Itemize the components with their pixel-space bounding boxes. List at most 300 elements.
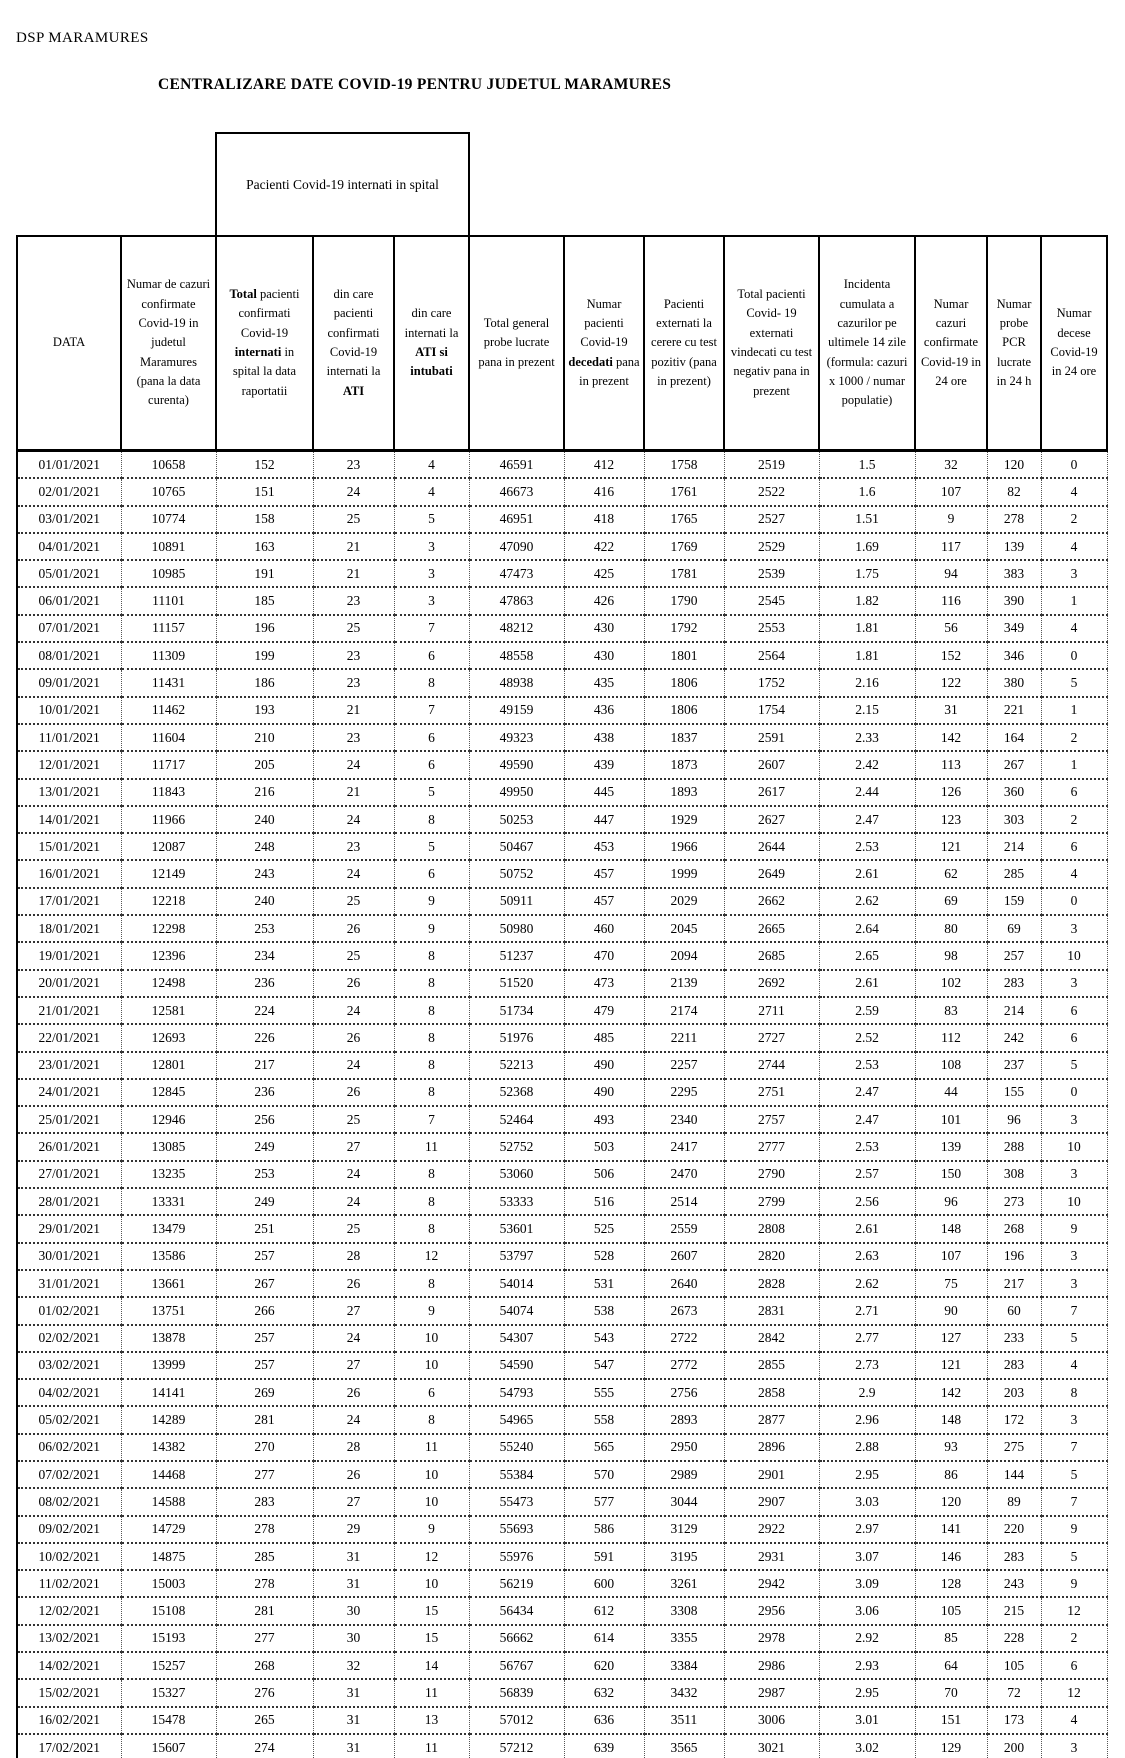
table-cell-probe-total: 53060 <box>469 1161 564 1188</box>
table-cell-total-internati: 265 <box>216 1707 313 1734</box>
table-cell-internati-ati: 24 <box>313 997 394 1024</box>
table-cell-externati-vindecati: 2831 <box>724 1297 819 1324</box>
table-row <box>17 888 1107 915</box>
table-cell-data: 24/01/2021 <box>17 1079 121 1106</box>
table-cell-probe-pcr-24h: 278 <box>987 506 1041 533</box>
table-cell-probe-pcr-24h: 283 <box>987 1352 1041 1379</box>
table-cell-externati-vindecati: 2942 <box>724 1570 819 1597</box>
table-cell-internati-ati: 32 <box>313 1652 394 1679</box>
table-cell-probe-pcr-24h: 228 <box>987 1625 1041 1652</box>
table-cell-internati-ati: 21 <box>313 560 394 587</box>
table-row <box>17 1625 1107 1652</box>
table-cell-decedati-total: 636 <box>564 1707 644 1734</box>
table-cell-data: 08/02/2021 <box>17 1488 121 1515</box>
table-cell-total-internati: 151 <box>216 478 313 505</box>
table-cell-externati-vindecati: 2799 <box>724 1188 819 1215</box>
table-cell-externati-cerere: 2989 <box>644 1461 724 1488</box>
table-cell-decedati-total: 412 <box>564 451 644 479</box>
table-row <box>17 1243 1107 1270</box>
table-cell-cazuri-24h: 121 <box>915 1352 987 1379</box>
table-cell-decese-24h: 3 <box>1041 1270 1107 1297</box>
table-cell-probe-pcr-24h: 144 <box>987 1461 1041 1488</box>
table-cell-incidenta-cumulata: 2.47 <box>819 806 915 833</box>
table-cell-decese-24h: 8 <box>1041 1379 1107 1406</box>
table-cell-decedati-total: 460 <box>564 915 644 942</box>
table-cell-data: 30/01/2021 <box>17 1243 121 1270</box>
table-cell-cazuri-24h: 139 <box>915 1133 987 1160</box>
table-cell-decese-24h: 3 <box>1041 1734 1107 1758</box>
table-cell-probe-total: 49590 <box>469 751 564 778</box>
table-cell-externati-cerere: 1801 <box>644 642 724 669</box>
table-cell-decedati-total: 473 <box>564 970 644 997</box>
table-cell-decese-24h: 3 <box>1041 1106 1107 1133</box>
table-cell-ati-intubati: 8 <box>394 1052 469 1079</box>
table-cell-externati-cerere: 2094 <box>644 942 724 969</box>
table-cell-decedati-total: 422 <box>564 533 644 560</box>
table-cell-incidenta-cumulata: 1.75 <box>819 560 915 587</box>
table-cell-cazuri-24h: 86 <box>915 1461 987 1488</box>
table-cell-internati-ati: 26 <box>313 1379 394 1406</box>
table-cell-probe-total: 51976 <box>469 1024 564 1051</box>
table-cell-externati-cerere: 3129 <box>644 1516 724 1543</box>
table-cell-incidenta-cumulata: 2.53 <box>819 1052 915 1079</box>
table-cell-decedati-total: 525 <box>564 1215 644 1242</box>
table-cell-probe-pcr-24h: 221 <box>987 697 1041 724</box>
table-cell-internati-ati: 24 <box>313 860 394 887</box>
table-cell-ati-intubati: 7 <box>394 1106 469 1133</box>
table-cell-externati-vindecati: 2545 <box>724 587 819 614</box>
table-cell-cazuri-confirmate-total: 11966 <box>121 806 216 833</box>
table-row <box>17 806 1107 833</box>
table-cell-probe-total: 54074 <box>469 1297 564 1324</box>
table-cell-internati-ati: 27 <box>313 1133 394 1160</box>
table-cell-externati-cerere: 2772 <box>644 1352 724 1379</box>
table-cell-decese-24h: 4 <box>1041 478 1107 505</box>
table-cell-data: 15/02/2021 <box>17 1679 121 1706</box>
table-cell-incidenta-cumulata: 2.56 <box>819 1188 915 1215</box>
table-cell-externati-cerere: 1929 <box>644 806 724 833</box>
table-cell-cazuri-confirmate-total: 10774 <box>121 506 216 533</box>
table-cell-decese-24h: 6 <box>1041 1652 1107 1679</box>
table-cell-internati-ati: 26 <box>313 970 394 997</box>
table-cell-data: 13/01/2021 <box>17 779 121 806</box>
table-cell-cazuri-24h: 107 <box>915 1243 987 1270</box>
table-cell-probe-total: 48212 <box>469 615 564 642</box>
table-cell-decese-24h: 9 <box>1041 1570 1107 1597</box>
table-cell-ati-intubati: 9 <box>394 915 469 942</box>
table-cell-externati-vindecati: 2692 <box>724 970 819 997</box>
table-cell-ati-intubati: 10 <box>394 1461 469 1488</box>
table-cell-externati-cerere: 2673 <box>644 1297 724 1324</box>
table-cell-data: 02/01/2021 <box>17 478 121 505</box>
table-cell-decese-24h: 7 <box>1041 1488 1107 1515</box>
table-cell-total-internati: 285 <box>216 1543 313 1570</box>
table-cell-data: 13/02/2021 <box>17 1625 121 1652</box>
table-cell-externati-cerere: 2607 <box>644 1243 724 1270</box>
table-row <box>17 779 1107 806</box>
table-cell-data: 12/02/2021 <box>17 1597 121 1624</box>
table-cell-probe-pcr-24h: 72 <box>987 1679 1041 1706</box>
table-cell-probe-total: 56662 <box>469 1625 564 1652</box>
table-cell-decedati-total: 436 <box>564 697 644 724</box>
table-cell-data: 20/01/2021 <box>17 970 121 997</box>
column-header-internati-ati: din care pacienti confirmati Covid-19 internati la ATI <box>313 236 394 451</box>
table-cell-total-internati: 266 <box>216 1297 313 1324</box>
table-cell-probe-pcr-24h: 380 <box>987 669 1041 696</box>
table-cell-decese-24h: 3 <box>1041 970 1107 997</box>
group-header-hospitalized: Pacienti Covid-19 internati in spital <box>216 133 469 236</box>
table-cell-cazuri-confirmate-total: 11717 <box>121 751 216 778</box>
table-cell-cazuri-24h: 129 <box>915 1734 987 1758</box>
table-cell-ati-intubati: 11 <box>394 1434 469 1461</box>
table-cell-externati-cerere: 1837 <box>644 724 724 751</box>
table-cell-cazuri-confirmate-total: 11101 <box>121 587 216 614</box>
table-row <box>17 942 1107 969</box>
table-cell-ati-intubati: 4 <box>394 478 469 505</box>
table-cell-cazuri-24h: 152 <box>915 642 987 669</box>
table-cell-data: 06/01/2021 <box>17 587 121 614</box>
table-row <box>17 1570 1107 1597</box>
table-cell-externati-vindecati: 2855 <box>724 1352 819 1379</box>
table-cell-cazuri-confirmate-total: 15478 <box>121 1707 216 1734</box>
table-cell-incidenta-cumulata: 2.73 <box>819 1352 915 1379</box>
table-cell-externati-vindecati: 2527 <box>724 506 819 533</box>
table-cell-probe-total: 51734 <box>469 997 564 1024</box>
table-cell-decedati-total: 528 <box>564 1243 644 1270</box>
table-cell-cazuri-confirmate-total: 12498 <box>121 970 216 997</box>
table-row <box>17 970 1107 997</box>
table-cell-decedati-total: 516 <box>564 1188 644 1215</box>
table-cell-ati-intubati: 13 <box>394 1707 469 1734</box>
table-cell-ati-intubati: 12 <box>394 1243 469 1270</box>
table-cell-cazuri-confirmate-total: 12693 <box>121 1024 216 1051</box>
table-row <box>17 1434 1107 1461</box>
table-cell-total-internati: 158 <box>216 506 313 533</box>
table-cell-probe-total: 54590 <box>469 1352 564 1379</box>
table-cell-data: 07/01/2021 <box>17 615 121 642</box>
table-cell-decedati-total: 435 <box>564 669 644 696</box>
table-cell-externati-vindecati: 2790 <box>724 1161 819 1188</box>
table-cell-internati-ati: 24 <box>313 1406 394 1433</box>
table-cell-total-internati: 152 <box>216 451 313 479</box>
table-cell-cazuri-confirmate-total: 13878 <box>121 1325 216 1352</box>
table-cell-ati-intubati: 11 <box>394 1133 469 1160</box>
table-cell-probe-total: 55976 <box>469 1543 564 1570</box>
table-cell-externati-vindecati: 2662 <box>724 888 819 915</box>
table-cell-data: 04/02/2021 <box>17 1379 121 1406</box>
document-title: CENTRALIZARE DATE COVID-19 PENTRU JUDETUL MARAMURES <box>158 76 672 93</box>
table-cell-internati-ati: 23 <box>313 642 394 669</box>
table-cell-internati-ati: 27 <box>313 1352 394 1379</box>
table-cell-probe-total: 50467 <box>469 833 564 860</box>
column-header-decese-24h: Numar decese Covid-19 in 24 ore <box>1041 236 1107 451</box>
table-cell-probe-total: 54965 <box>469 1406 564 1433</box>
table-row <box>17 451 1107 479</box>
table-cell-probe-pcr-24h: 69 <box>987 915 1041 942</box>
table-cell-total-internati: 163 <box>216 533 313 560</box>
table-cell-incidenta-cumulata: 2.65 <box>819 942 915 969</box>
table-cell-decedati-total: 586 <box>564 1516 644 1543</box>
table-cell-decedati-total: 418 <box>564 506 644 533</box>
table-cell-externati-cerere: 3432 <box>644 1679 724 1706</box>
table-row <box>17 669 1107 696</box>
table-cell-probe-pcr-24h: 346 <box>987 642 1041 669</box>
table-cell-probe-pcr-24h: 217 <box>987 1270 1041 1297</box>
table-cell-probe-pcr-24h: 96 <box>987 1106 1041 1133</box>
table-cell-externati-vindecati: 2644 <box>724 833 819 860</box>
table-cell-data: 18/01/2021 <box>17 915 121 942</box>
table-cell-decese-24h: 3 <box>1041 1161 1107 1188</box>
table-cell-internati-ati: 23 <box>313 724 394 751</box>
table-cell-cazuri-confirmate-total: 12946 <box>121 1106 216 1133</box>
table-cell-total-internati: 274 <box>216 1734 313 1758</box>
table-cell-incidenta-cumulata: 2.47 <box>819 1106 915 1133</box>
table-cell-externati-vindecati: 1752 <box>724 669 819 696</box>
table-cell-ati-intubati: 7 <box>394 697 469 724</box>
table-cell-probe-pcr-24h: 139 <box>987 533 1041 560</box>
table-cell-total-internati: 267 <box>216 1270 313 1297</box>
table-cell-decedati-total: 438 <box>564 724 644 751</box>
table-cell-incidenta-cumulata: 1.5 <box>819 451 915 479</box>
table-cell-cazuri-confirmate-total: 13751 <box>121 1297 216 1324</box>
table-cell-externati-cerere: 1765 <box>644 506 724 533</box>
table-cell-ati-intubati: 6 <box>394 724 469 751</box>
table-cell-externati-vindecati: 2617 <box>724 779 819 806</box>
table-cell-decedati-total: 577 <box>564 1488 644 1515</box>
table-row <box>17 1597 1107 1624</box>
table-cell-decedati-total: 470 <box>564 942 644 969</box>
table-cell-decedati-total: 479 <box>564 997 644 1024</box>
table-cell-externati-vindecati: 2987 <box>724 1679 819 1706</box>
table-cell-total-internati: 253 <box>216 915 313 942</box>
table-cell-internati-ati: 25 <box>313 506 394 533</box>
table-cell-decese-24h: 4 <box>1041 615 1107 642</box>
table-cell-total-internati: 236 <box>216 970 313 997</box>
table-cell-externati-vindecati: 1754 <box>724 697 819 724</box>
table-cell-data: 07/02/2021 <box>17 1461 121 1488</box>
table-cell-externati-vindecati: 2808 <box>724 1215 819 1242</box>
table-cell-cazuri-confirmate-total: 11157 <box>121 615 216 642</box>
table-cell-internati-ati: 31 <box>313 1707 394 1734</box>
table-cell-ati-intubati: 10 <box>394 1488 469 1515</box>
table-cell-data: 08/01/2021 <box>17 642 121 669</box>
table-cell-probe-pcr-24h: 159 <box>987 888 1041 915</box>
table-cell-externati-cerere: 2470 <box>644 1161 724 1188</box>
table-cell-cazuri-24h: 123 <box>915 806 987 833</box>
table-row <box>17 1325 1107 1352</box>
table-cell-ati-intubati: 11 <box>394 1734 469 1758</box>
table-cell-probe-total: 52368 <box>469 1079 564 1106</box>
table-cell-cazuri-24h: 116 <box>915 587 987 614</box>
table-cell-decedati-total: 439 <box>564 751 644 778</box>
group-header-row <box>17 133 1107 236</box>
table-cell-total-internati: 270 <box>216 1434 313 1461</box>
table-cell-decese-24h: 0 <box>1041 1079 1107 1106</box>
table-cell-data: 15/01/2021 <box>17 833 121 860</box>
table-body <box>17 451 1107 1758</box>
table-cell-cazuri-24h: 32 <box>915 451 987 479</box>
table-cell-cazuri-confirmate-total: 14875 <box>121 1543 216 1570</box>
table-row <box>17 1488 1107 1515</box>
table-cell-decese-24h: 10 <box>1041 942 1107 969</box>
table-cell-probe-total: 54014 <box>469 1270 564 1297</box>
table-cell-probe-pcr-24h: 383 <box>987 560 1041 587</box>
table-cell-decese-24h: 6 <box>1041 997 1107 1024</box>
table-cell-cazuri-24h: 96 <box>915 1188 987 1215</box>
table-cell-decese-24h: 5 <box>1041 1325 1107 1352</box>
table-cell-cazuri-confirmate-total: 13331 <box>121 1188 216 1215</box>
table-row <box>17 1679 1107 1706</box>
table-cell-incidenta-cumulata: 2.88 <box>819 1434 915 1461</box>
table-cell-externati-vindecati: 3006 <box>724 1707 819 1734</box>
spacer-cell <box>469 133 1107 236</box>
table-cell-externati-cerere: 1893 <box>644 779 724 806</box>
table-cell-decese-24h: 0 <box>1041 642 1107 669</box>
table-cell-cazuri-24h: 83 <box>915 997 987 1024</box>
table-cell-externati-cerere: 2295 <box>644 1079 724 1106</box>
table-cell-cazuri-confirmate-total: 13479 <box>121 1215 216 1242</box>
table-cell-data: 05/01/2021 <box>17 560 121 587</box>
table-cell-internati-ati: 27 <box>313 1297 394 1324</box>
table-cell-total-internati: 224 <box>216 997 313 1024</box>
table-cell-probe-pcr-24h: 120 <box>987 451 1041 479</box>
table-cell-decedati-total: 639 <box>564 1734 644 1758</box>
table-cell-internati-ati: 29 <box>313 1516 394 1543</box>
table-cell-probe-pcr-24h: 257 <box>987 942 1041 969</box>
table-cell-probe-pcr-24h: 275 <box>987 1434 1041 1461</box>
table-cell-internati-ati: 21 <box>313 779 394 806</box>
table-cell-decedati-total: 614 <box>564 1625 644 1652</box>
table-cell-total-internati: 277 <box>216 1625 313 1652</box>
table-cell-cazuri-24h: 151 <box>915 1707 987 1734</box>
table-cell-cazuri-confirmate-total: 12298 <box>121 915 216 942</box>
table-cell-cazuri-confirmate-total: 13661 <box>121 1270 216 1297</box>
table-cell-probe-total: 47090 <box>469 533 564 560</box>
table-cell-cazuri-24h: 150 <box>915 1161 987 1188</box>
table-cell-cazuri-24h: 146 <box>915 1543 987 1570</box>
table-cell-cazuri-24h: 127 <box>915 1325 987 1352</box>
table-row <box>17 1379 1107 1406</box>
table-cell-ati-intubati: 5 <box>394 506 469 533</box>
table-cell-decese-24h: 3 <box>1041 560 1107 587</box>
table-cell-probe-total: 53333 <box>469 1188 564 1215</box>
column-header-incidenta-cumulata: Incidenta cumulata a cazurilor pe ultimele 14 zile (formula: cazuri x 1000 / numar populatie) <box>819 236 915 451</box>
table-cell-externati-vindecati: 3021 <box>724 1734 819 1758</box>
table-cell-incidenta-cumulata: 3.07 <box>819 1543 915 1570</box>
table-cell-externati-vindecati: 2828 <box>724 1270 819 1297</box>
table-cell-internati-ati: 24 <box>313 806 394 833</box>
column-header-externati-cerere: Pacienti externati la cerere cu test pozitiv (pana in prezent) <box>644 236 724 451</box>
table-row <box>17 1133 1107 1160</box>
table-cell-decedati-total: 547 <box>564 1352 644 1379</box>
table-cell-cazuri-24h: 128 <box>915 1570 987 1597</box>
table-cell-internati-ati: 21 <box>313 697 394 724</box>
table-cell-decese-24h: 5 <box>1041 1461 1107 1488</box>
table-cell-cazuri-24h: 107 <box>915 478 987 505</box>
table-cell-probe-total: 46591 <box>469 451 564 479</box>
table-cell-cazuri-24h: 75 <box>915 1270 987 1297</box>
table-cell-incidenta-cumulata: 2.93 <box>819 1652 915 1679</box>
table-cell-internati-ati: 28 <box>313 1243 394 1270</box>
table-cell-internati-ati: 24 <box>313 1188 394 1215</box>
table-cell-decedati-total: 503 <box>564 1133 644 1160</box>
table-cell-incidenta-cumulata: 1.81 <box>819 615 915 642</box>
table-row <box>17 997 1107 1024</box>
table-cell-data: 28/01/2021 <box>17 1188 121 1215</box>
table-cell-total-internati: 253 <box>216 1161 313 1188</box>
table-cell-probe-pcr-24h: 173 <box>987 1707 1041 1734</box>
table-cell-externati-cerere: 1999 <box>644 860 724 887</box>
table-cell-probe-pcr-24h: 82 <box>987 478 1041 505</box>
table-cell-cazuri-24h: 108 <box>915 1052 987 1079</box>
table-row <box>17 697 1107 724</box>
table-cell-externati-cerere: 2174 <box>644 997 724 1024</box>
table-row <box>17 1188 1107 1215</box>
table-cell-ati-intubati: 8 <box>394 806 469 833</box>
table-cell-externati-cerere: 2559 <box>644 1215 724 1242</box>
table-cell-externati-cerere: 2340 <box>644 1106 724 1133</box>
table-cell-decedati-total: 426 <box>564 587 644 614</box>
table-cell-externati-vindecati: 2978 <box>724 1625 819 1652</box>
table-cell-data: 02/02/2021 <box>17 1325 121 1352</box>
table-cell-cazuri-confirmate-total: 15108 <box>121 1597 216 1624</box>
table-cell-probe-total: 49950 <box>469 779 564 806</box>
table-cell-data: 25/01/2021 <box>17 1106 121 1133</box>
column-header-cazuri-confirmate-total: Numar de cazuri confirmate Covid-19 in judetul Maramures (pana la data curenta) <box>121 236 216 451</box>
table-cell-total-internati: 283 <box>216 1488 313 1515</box>
table-cell-cazuri-24h: 141 <box>915 1516 987 1543</box>
table-cell-incidenta-cumulata: 1.6 <box>819 478 915 505</box>
table-cell-incidenta-cumulata: 2.61 <box>819 860 915 887</box>
table-cell-ati-intubati: 9 <box>394 1516 469 1543</box>
table-cell-cazuri-confirmate-total: 13085 <box>121 1133 216 1160</box>
table-cell-data: 14/02/2021 <box>17 1652 121 1679</box>
table-cell-probe-total: 46951 <box>469 506 564 533</box>
table-cell-internati-ati: 31 <box>313 1543 394 1570</box>
table-cell-cazuri-24h: 126 <box>915 779 987 806</box>
table-cell-decedati-total: 416 <box>564 478 644 505</box>
table-cell-decedati-total: 555 <box>564 1379 644 1406</box>
table-cell-cazuri-confirmate-total: 15003 <box>121 1570 216 1597</box>
table-cell-externati-cerere: 3355 <box>644 1625 724 1652</box>
table-cell-probe-pcr-24h: 164 <box>987 724 1041 751</box>
table-cell-total-internati: 226 <box>216 1024 313 1051</box>
table-cell-total-internati: 257 <box>216 1325 313 1352</box>
table-cell-decedati-total: 620 <box>564 1652 644 1679</box>
table-cell-cazuri-confirmate-total: 14468 <box>121 1461 216 1488</box>
table-cell-decedati-total: 485 <box>564 1024 644 1051</box>
table-cell-data: 01/01/2021 <box>17 451 121 479</box>
table-cell-cazuri-24h: 112 <box>915 1024 987 1051</box>
table-row <box>17 1052 1107 1079</box>
table-cell-ati-intubati: 7 <box>394 615 469 642</box>
table-cell-externati-cerere: 3261 <box>644 1570 724 1597</box>
table-cell-externati-cerere: 3044 <box>644 1488 724 1515</box>
table-cell-ati-intubati: 8 <box>394 1161 469 1188</box>
table-cell-probe-pcr-24h: 215 <box>987 1597 1041 1624</box>
table-cell-internati-ati: 27 <box>313 1488 394 1515</box>
table-cell-cazuri-24h: 56 <box>915 615 987 642</box>
table-cell-data: 05/02/2021 <box>17 1406 121 1433</box>
table-cell-cazuri-24h: 142 <box>915 724 987 751</box>
table-cell-decedati-total: 493 <box>564 1106 644 1133</box>
table-cell-ati-intubati: 8 <box>394 1079 469 1106</box>
table-cell-probe-total: 47473 <box>469 560 564 587</box>
table-cell-cazuri-confirmate-total: 12149 <box>121 860 216 887</box>
table-cell-probe-total: 55240 <box>469 1434 564 1461</box>
table-cell-cazuri-24h: 120 <box>915 1488 987 1515</box>
table-cell-decese-24h: 2 <box>1041 1625 1107 1652</box>
